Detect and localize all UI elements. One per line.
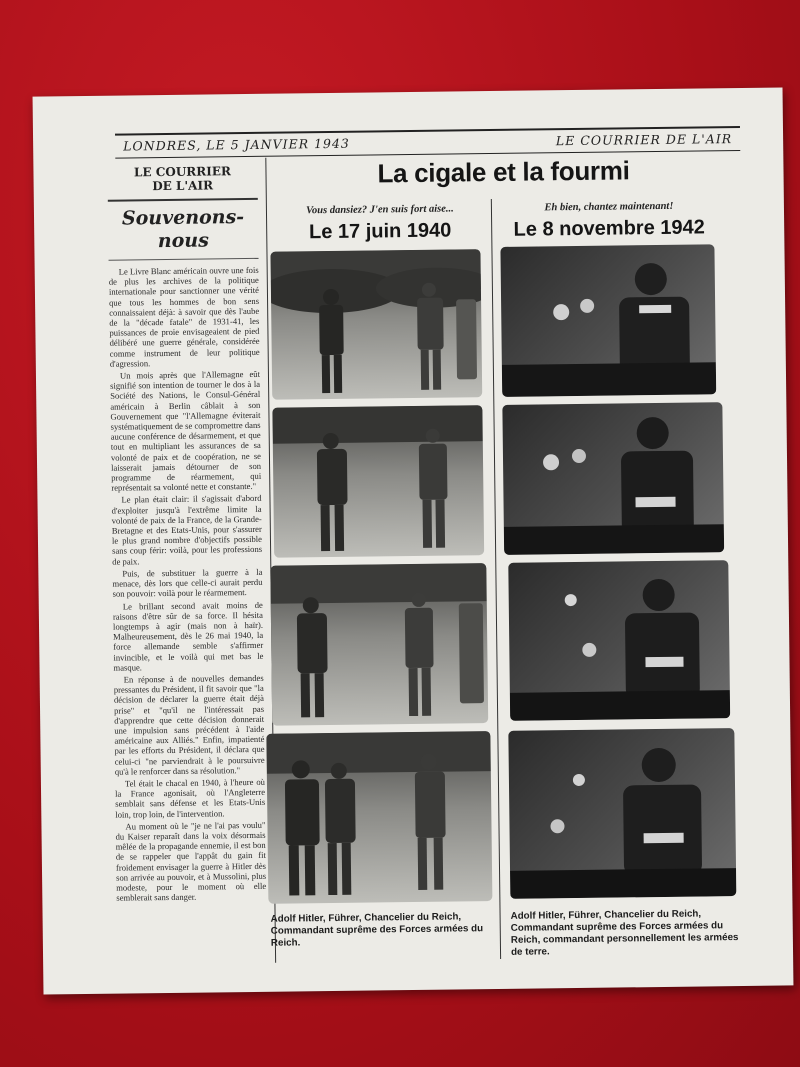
brand-line-1: LE COURRIER (133, 164, 232, 180)
article-title (108, 206, 259, 261)
left-subtitle: Vous dansiez? J'en suis fort aise... (306, 203, 454, 217)
photo-1940-2 (272, 405, 484, 558)
masthead (115, 126, 740, 159)
right-subtitle: Eh bien, chantez maintenant! (544, 200, 674, 214)
article-paragraph: Un mois après que l'Allemagne eût signifié son intention de tourner le dos à la Société des Nations, le Consul-Général américain à Berlin câblait à son Gouvernement que "l'Allemagne éviterait systématiquement de se compromettre dans aucune conférence de désarmement, et que tout en multipliant les assurances de sa volonté de paix et de coopération, ne se laisserait jamais détourner de son programme de réarmement, qui représentait sa volonté nette et constante." (110, 368, 262, 493)
article-paragraph: Le Livre Blanc américain ouvre une fois de plus les archives de la politique internationale pour sanctionner une vérité que tous les hommes de bon sens connaissaient déjà: à savoir que dès l'aube de la "décade fatale" de 1931-41, les puissances de proie envisageaient de pied délibéré une guerre générale, considérée comme instrument de leur politique d'agression. (108, 264, 260, 369)
article-paragraph: Puis, de substituer la guerre à la menace, dès lors que celle-ci aurait perdu son pouvoir: voilà pour le réarmement. (112, 566, 263, 599)
main-headline: La cigale et la fourmi (377, 155, 630, 189)
left-caption: Adolf Hitler, Führer, Chancelier du Reich, Commandant suprême des Forces armées du Reich. (270, 911, 484, 949)
leaflet-sheet (33, 87, 794, 994)
masthead-title: LE COURRIER DE L'AIR (555, 131, 733, 149)
photo-1940-1 (270, 249, 482, 400)
photo-1942-3 (508, 560, 730, 721)
brand-line-2: DE L'AIR (152, 178, 214, 194)
article-title-line-1: Souvenons- (121, 206, 245, 230)
article-paragraph: Le brillant second avait moins de raisons d'être sûr de sa force. Il hésita longtemps à agir (mais non à haïr). Malheureusement, dès le 26 mai 1940, la force allemande semble s'affirmer invincible, et le voilà qui met bas le masque. (112, 599, 264, 673)
photo-1940-3 (270, 563, 488, 726)
right-date: Le 8 novembre 1942 (513, 216, 705, 241)
article-title-line-2: nous (157, 229, 209, 253)
article-column (107, 160, 266, 905)
photo-1940-4 (266, 731, 492, 904)
article-paragraph: Au moment où le "je ne l'ai pas voulu" du Kaiser reparaît dans la voix désormais mêlée de la propagande ennemie, il est bon de se rappeler que l'appât du gain fit froidement envisager la guerre à Hitler dès son arrivée au pouvoir, et à Mussolini, plus modeste, pour le moment où elle semblerait sans danger. (115, 819, 267, 903)
article-paragraph: Tel était le chacal en 1940, à l'heure où la France agonisait, où l'Angleterre semblait sans défense et les Etats-Unis loin, trop loin, de l'intervention. (115, 776, 266, 820)
brand-box (107, 160, 257, 202)
article-paragraph: Le plan était clair: il s'agissait d'abord d'exploiter jusqu'à l'extrême limite la volonté de paix de la France, de la Grande-Bretagne et des Etats-Unis, pour s'assurer le plus grand nombre d'objectifs possible sans coup férir: voilà, pour les professions de paix. (111, 493, 263, 567)
left-date: Le 17 juin 1940 (308, 219, 452, 244)
article-body (109, 265, 267, 903)
photo-1942-4 (508, 728, 736, 899)
article-paragraph: En réponse à de nouvelles demandes pressantes du Président, il fit savoir que "la décision de déclarer la guerre était déjà prise" et "qu'il ne l'intéressait pas d'apprendre que cette décision donnerait une impulsion sans précédent à l'aide américaine aux Alliés." Enfin, impatienté par les efforts du Président, il déclara que celui-ci "ne parviendrait à le poursuivre qu'à le renforcer dans sa résolution." (113, 672, 265, 777)
right-caption: Adolf Hitler, Führer, Chancelier du Reich, Commandant suprême des Forces armées du Reich, commandant personnellement les armées de terre. (510, 908, 739, 958)
masthead-dateline: LONDRES, LE 5 JANVIER 1943 (123, 135, 350, 154)
photo-1942-1 (500, 244, 716, 397)
photo-1942-2 (502, 402, 724, 555)
column-rule-center (491, 199, 501, 959)
